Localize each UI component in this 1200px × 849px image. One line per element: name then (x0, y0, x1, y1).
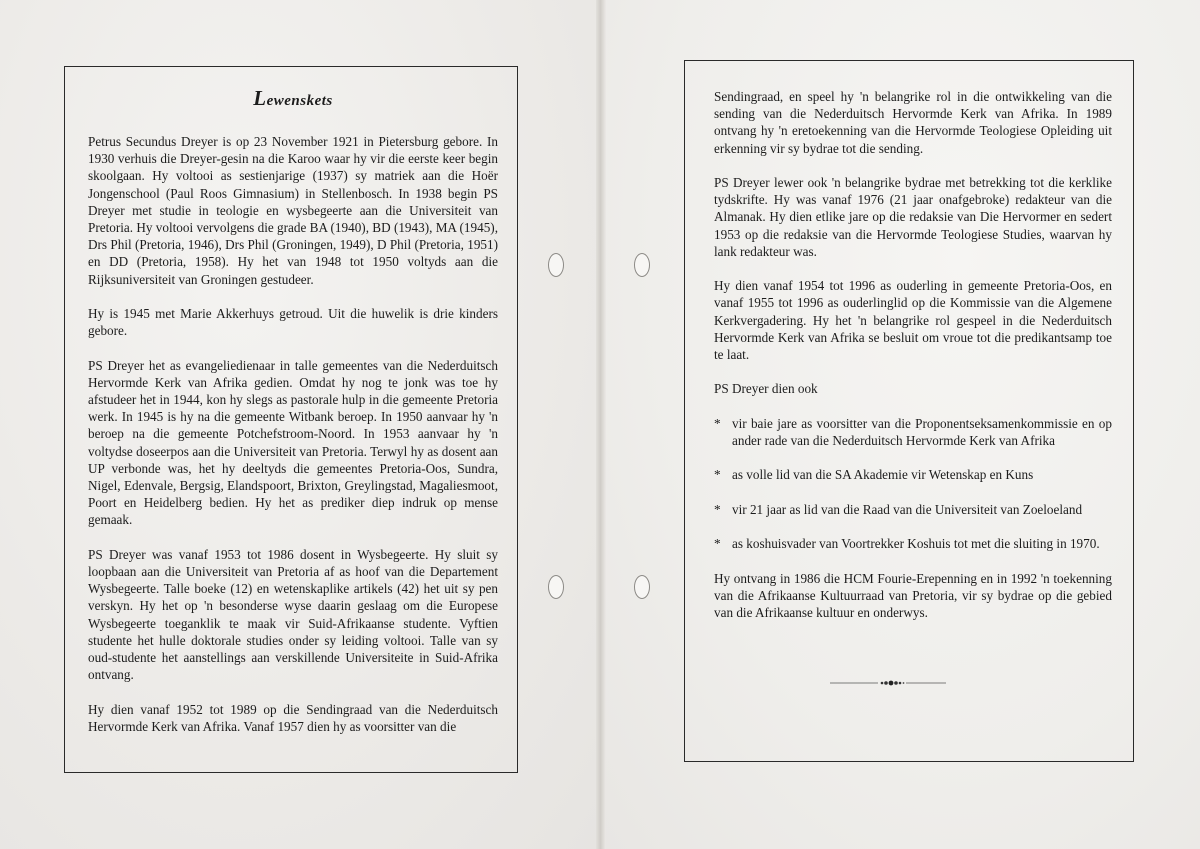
binder-hole-left-top (548, 253, 564, 277)
title-rest: ewenskets (266, 93, 333, 109)
biography-paragraph: Hy is 1945 met Marie Akkerhuys getroud. Uit die huwelik is drie kinders gebore. (88, 306, 498, 339)
binder-hole-left-bottom (548, 575, 564, 599)
title-initial: L (253, 86, 267, 110)
ornament-divider-icon (828, 676, 948, 690)
biography-paragraph: Sendingraad, en speel hy 'n belangrike rol in die ontwikkeling van die sending van die Nederduitsch Hervormde Kerk van Afrika. In 1989 ontvang hy 'n eretoekenning van die Hervormde Teologiese Opleiding uit erkenning vir sy bydrae tot die sending. (714, 89, 1112, 156)
list-item (714, 535, 1112, 552)
service-list (714, 415, 1112, 553)
list-item (714, 466, 1112, 483)
closing-paragraph: Hy ontvang in 1986 die HCM Fourie-Erepenning en in 1992 'n toekenning van die Afrikaanse Kultuurraad van Pretoria, vir sy bydrae op die gebied van die Afrikaanse kultuur en onderwys. (714, 570, 1112, 620)
right-page-text (714, 88, 1112, 638)
list-item (714, 501, 1112, 518)
biography-paragraph: PS Dreyer het as evangeliedienaar in talle gemeentes van die Nederduitsch Hervormde Kerk van Afrika gedien. Omdat hy nog te jonk was toe hy afstudeer het in 1944, kon hy slegs as pastorale hulp in die gemeente Pretoria werk. In 1945 is hy na die gemeente Witbank beroep. In 1950 aanvaar hy 'n beroep na die gemeente Potchefstroom-Noord. In 1953 aanvaar hy 'n voltydse doseerpos aan die Universiteit van Pretoria. Terwyl hy as dosent aan UP verbonde was, het hy deeltyds die gemeentes Pretoria-Oos, Sundra, Nigel, Edenvale, Bergsig, Elandspoort, Brixton, Greylingstad, Magaliesmoot, Poort en Heidelberg bedien. Hy het as prediker diep indruk op mense gemaak. (88, 357, 498, 528)
list-item-text: vir 21 jaar as lid van die Raad van die Universiteit van Zoeloeland (732, 501, 1083, 517)
bullet-marker: * (714, 467, 721, 483)
list-item-text: as volle lid van die SA Akademie vir Wetenskap en Kuns (732, 467, 1034, 483)
biography-paragraph: PS Dreyer lewer ook 'n belangrike bydrae met betrekking tot die kerklike tydskrifte. Hy was vanaf 1976 (21 jaar onafgebroke) redakteur van die Almanak. Hy dien etlike jare op die redaksie van Die Hervormer en sedert 1953 op die redaksie van die Hervormde Teologiese Studies, waarvan hy lank redakteur was. (714, 175, 1112, 259)
bullet-marker: * (714, 501, 721, 517)
page-title (88, 88, 498, 111)
bullet-marker: * (714, 536, 721, 552)
biography-paragraph: PS Dreyer was vanaf 1953 tot 1986 dosent in Wysbegeerte. Hy sluit sy loopbaan aan die Universiteit van Pretoria af as hoof van die Departement Wysbegeerte. Talle boeke (12) en wetenskaplike artikels (42) het uit sy pen verskyn. Hy het op 'n besonderse wyse daarin geslaag om die Europese Wysbegeerte toeganklik te maak vir Suid-Afrikaanse studente. Vyftien studente het hulle doktorale studies onder sy leiding voltooi. Talle van sy oud-studente het aanstellings aan verskillende Universiteite in Suid-Afrika ontvang. (88, 546, 498, 683)
biography-paragraph: Petrus Secundus Dreyer is op 23 November 1921 in Pietersburg gebore. In 1930 verhuis die Dreyer-gesin na die Karoo waar hy vir die eerste keer begin skoolgaan. Hy voltooi as sestienjarige (1937) sy matriek aan die Hoër Jongenschool (Paul Roos Gimnasium) in Stellenbosch. In 1938 begin PS Dreyer met studie in teologie en wysbegeerte aan die Universiteit van Pretoria. Hy voltooi vervolgens die grade BA (1940), BD (1943), MA (1945), Drs Phil (Pretoria, 1946), Drs Phil (Groningen, 1949), D Phil (Pretoria, 1951) en DD (Pretoria, 1958). Hy het van 1948 tot 1950 voltyds aan die Rijksuniversiteit van Groningen gestudeer. (88, 134, 498, 287)
biography-paragraph: PS Dreyer dien ook (714, 381, 818, 397)
binder-hole-right-bottom (634, 575, 650, 599)
list-item-text: vir baie jare as voorsitter van die Proponentseksamenkommissie en op ander rade van die Nederduitsch Hervormde Kerk van Afrika (732, 415, 1112, 448)
left-page-text (88, 88, 498, 752)
biography-paragraph: Hy dien vanaf 1952 tot 1989 op die Sendingraad van die Nederduitsch Hervormde Kerk van Afrika. Vanaf 1957 dien hy as voorsitter van die (88, 701, 498, 734)
binder-hole-right-top (634, 253, 650, 277)
list-item (714, 415, 1112, 449)
biography-paragraph: Hy dien vanaf 1954 tot 1996 as ouderling in gemeente Pretoria-Oos, en vanaf 1955 tot 1996 as ouderlinglid op die Kommissie van die Algemene Kerkvergadering. Hy het 'n belangrike rol gespeel in die Nederduitsch Hervormde Kerk van Afrika se besluit om vroue tot die predikantsamp toe te laat. (714, 278, 1112, 363)
list-item-text: as koshuisvader van Voortrekker Koshuis tot met die sluiting in 1970. (732, 536, 1100, 552)
bullet-marker: * (714, 415, 721, 431)
booklet-spine (596, 0, 606, 849)
